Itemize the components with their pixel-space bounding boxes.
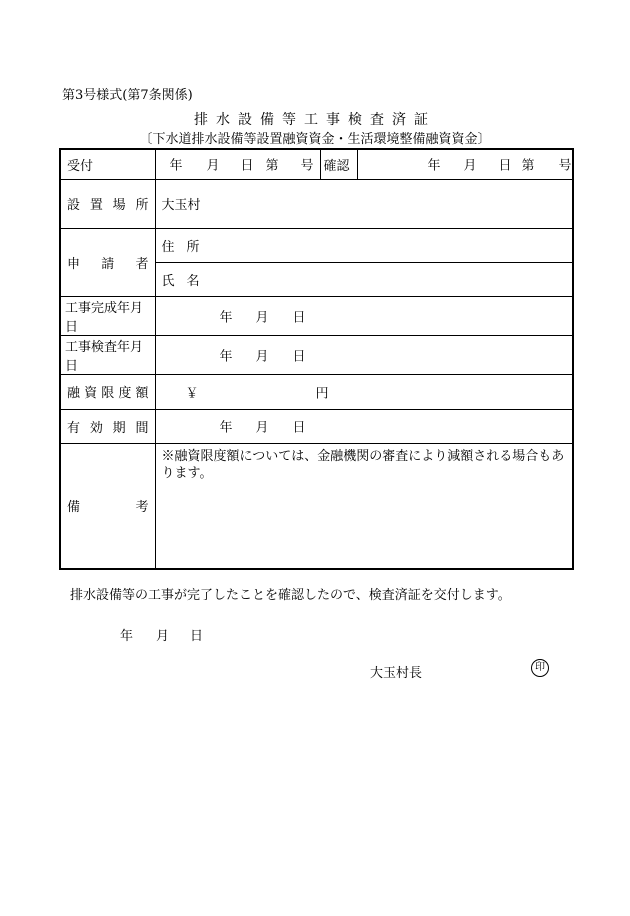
- validity-label-char: 期: [112, 420, 126, 436]
- receipt-month: 月: [206, 158, 220, 174]
- limit-amount-field[interactable]: [155, 374, 573, 409]
- address-label: 住所: [161, 239, 212, 255]
- limit-label-char: 限: [101, 386, 115, 401]
- location-label-char: 場: [112, 198, 126, 213]
- confirm-year: 年: [427, 158, 441, 174]
- issue-month: 月: [156, 629, 170, 644]
- inspection-label: 工事検査年月日: [60, 335, 155, 374]
- remarks-row: [60, 443, 573, 569]
- validity-label-text: [67, 417, 149, 436]
- validity-label-char: 効: [89, 420, 103, 436]
- receipt-go: 号: [300, 158, 314, 174]
- validity-day: 日: [292, 420, 306, 436]
- applicant-address-row: [60, 228, 573, 262]
- remarks-label-char: 備: [67, 500, 81, 516]
- mayor-title: 大玉村長: [370, 666, 423, 681]
- validity-date-field[interactable]: [155, 409, 573, 443]
- applicant-address-field[interactable]: [155, 228, 573, 262]
- yen-sign: ￥: [185, 386, 199, 401]
- inspection-year: 年: [219, 349, 233, 364]
- applicant-label-char: 請: [101, 256, 115, 272]
- limit-label-char: 額: [135, 386, 149, 401]
- confirm-date-field[interactable]: [357, 149, 573, 179]
- completion-year: 年: [219, 310, 233, 325]
- receipt-label: 受付: [60, 149, 155, 179]
- location-label-char: 所: [135, 198, 149, 213]
- remarks-label: [60, 443, 155, 569]
- confirm-go: 号: [558, 158, 572, 174]
- certificate-table: [59, 148, 574, 570]
- applicant-name-field[interactable]: [155, 262, 573, 296]
- receipt-day: 日: [240, 158, 254, 174]
- validity-label-char: 有: [67, 420, 81, 436]
- inspection-row: [60, 335, 573, 374]
- name-label: 氏名: [161, 273, 212, 289]
- document-subtitle: 〔下水道排水設備等設置融資資金・生活環境整備融資資金〕: [139, 132, 491, 147]
- remarks-label-char: 考: [135, 500, 149, 516]
- inspection-month: 月: [255, 349, 269, 364]
- location-label-char: 置: [89, 198, 103, 213]
- form-number: 第3号様式(第7条関係): [62, 88, 193, 103]
- issuance-statement: 排水設備等の工事が完了したことを確認したので、検査済証を交付します。: [70, 588, 511, 603]
- confirm-label: 確認: [320, 149, 357, 179]
- limit-label-char: 融: [67, 386, 81, 401]
- confirm-dai: 第: [521, 158, 535, 174]
- limit-label-char: 度: [118, 386, 132, 401]
- location-value[interactable]: 大玉村: [155, 179, 573, 228]
- completion-row: [60, 296, 573, 335]
- inspection-day: 日: [292, 349, 306, 364]
- validity-label: [60, 409, 155, 443]
- completion-label: 工事完成年月日: [60, 296, 155, 335]
- location-row: [60, 179, 573, 228]
- confirm-day: 日: [498, 158, 512, 174]
- validity-row: [60, 409, 573, 443]
- validity-month: 月: [255, 420, 269, 436]
- receipt-row: [60, 149, 573, 179]
- applicant-label: [60, 228, 155, 296]
- receipt-year: 年: [169, 158, 183, 174]
- inspection-date-field[interactable]: [155, 335, 573, 374]
- applicant-label-text: [67, 253, 149, 272]
- remarks-field[interactable]: [155, 443, 573, 569]
- document-title: 排水設備等工事検査済証: [194, 112, 436, 128]
- validity-label-char: 間: [135, 420, 149, 436]
- validity-year: 年: [219, 420, 233, 436]
- location-label-text: [67, 194, 149, 213]
- confirm-month: 月: [463, 158, 477, 174]
- limit-label-text: [67, 382, 149, 401]
- yen-unit: 円: [315, 386, 329, 401]
- limit-label: [60, 374, 155, 409]
- issue-year: 年: [120, 629, 134, 644]
- completion-day: 日: [292, 310, 306, 325]
- seal-mark: 印: [531, 659, 549, 677]
- limit-label-char: 資: [84, 386, 98, 401]
- issue-day: 日: [190, 629, 204, 644]
- remarks-note: ※融資限度額については、金融機関の審査により減額される場合もあります。: [161, 448, 565, 481]
- applicant-label-char: 申: [67, 256, 81, 272]
- receipt-dai: 第: [265, 158, 279, 174]
- location-label: [60, 179, 155, 228]
- receipt-date-field[interactable]: [155, 149, 320, 179]
- limit-row: [60, 374, 573, 409]
- completion-month: 月: [255, 310, 269, 325]
- location-label-char: 設: [67, 198, 81, 213]
- remarks-label-text: [67, 496, 149, 515]
- applicant-label-char: 者: [135, 256, 149, 272]
- completion-date-field[interactable]: [155, 296, 573, 335]
